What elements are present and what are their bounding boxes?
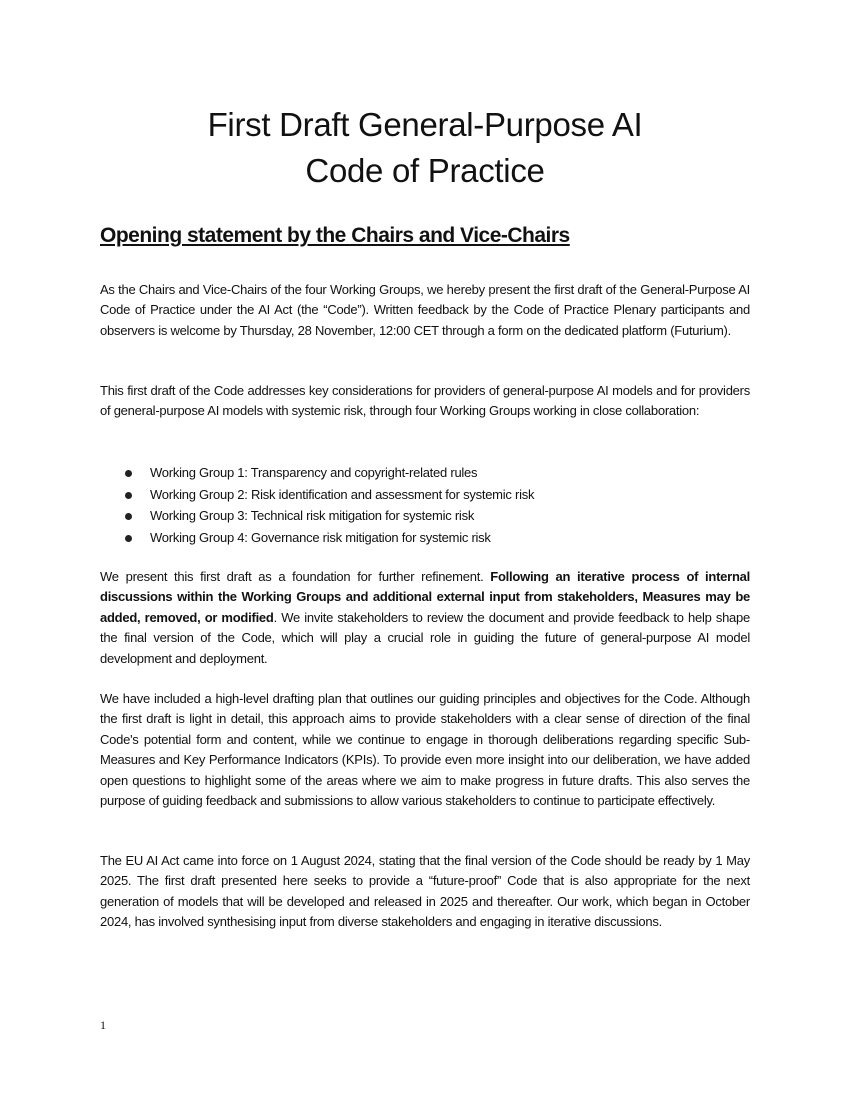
list-item bbox=[125, 527, 534, 549]
page-number: 1 bbox=[100, 1018, 106, 1032]
paragraph-refinement-emphasis: Following an iterative process of internal discussions within the Working Groups and additional external input from stakeholders, Measures may be added, removed, or modified bbox=[100, 569, 751, 625]
title-line-2: Code of Practice bbox=[305, 152, 545, 189]
paragraph-refinement-end: . We invite stakeholders to review the document and provide feedback to help shape the final version of the Code, which will play a crucial role in guiding the future of general-purpose AI model development and deployment. bbox=[100, 609, 750, 666]
bullet-icon bbox=[125, 535, 132, 542]
paragraph-drafting-plan: We have included a high-level drafting plan that outlines our guiding principles and objectives for the Code. Although the first draft is light in detail, this approach aims to provide stakeholders with a clear sense of direction of the final Code's potential form and content, while we continue to engage in thorough deliberations regarding specific Sub-Measures and Key Performance Indicators (KPIs). To provide even more insight into our deliberation, we have added open questions to highlight some of the areas where we aim to make progress in future drafts. This also serves the purpose of guiding feedback and submissions to allow various stakeholders to continue to participate effectively. bbox=[100, 691, 750, 809]
paragraph-intro: As the Chairs and Vice-Chairs of the four Working Groups, we hereby present the first draft of the General-Purpose AI Code of Practice under the AI Act (the “Code”). Written feedback by the Code of Practice Plenary participants and observers is welcome by Thursday, 28 November, 12:00 CET through a form on the dedicated platform (Futurium). bbox=[100, 282, 750, 338]
paragraph-timeline: The EU AI Act came into force on 1 August 2024, stating that the final version of the Code should be ready by 1 May 2025. The first draft presented here seeks to provide a “future-proof” Code that is also appropriate for the next generation of models that will be developed and released in 2025 and thereafter. Our work, which began in October 2024, has involved synthesising input from diverse stakeholders and engaging in iterative discussions. bbox=[100, 853, 750, 930]
list-item-text: Working Group 1: Transparency and copyright-related rules bbox=[150, 465, 478, 480]
list-item-text: Working Group 4: Governance risk mitigation for systemic risk bbox=[150, 529, 491, 545]
paragraph-refinement bbox=[100, 567, 750, 669]
list-item bbox=[125, 505, 534, 527]
paragraph-scope: This first draft of the Code addresses key considerations for providers of general-purpose AI models and for providers of general-purpose AI models with systemic risk, through four Working Groups working in close collaboration: bbox=[100, 383, 750, 419]
title-line-1: First Draft General-Purpose AI bbox=[207, 106, 643, 143]
paragraph-refinement-start: We present this first draft as a foundation for further refinement. bbox=[100, 569, 491, 584]
working-groups-list bbox=[125, 462, 534, 548]
bullet-icon bbox=[125, 513, 132, 520]
bullet-icon bbox=[125, 470, 132, 477]
document-title bbox=[0, 102, 850, 194]
list-item-text: Working Group 3: Technical risk mitigation for systemic risk bbox=[150, 508, 475, 523]
list-item bbox=[125, 462, 534, 484]
bullet-icon bbox=[125, 492, 132, 499]
list-item bbox=[125, 484, 534, 506]
list-item-text: Working Group 2: Risk identification and assessment for systemic risk bbox=[150, 486, 535, 502]
section-heading: Opening statement by the Chairs and Vice-Chairs bbox=[100, 224, 570, 247]
